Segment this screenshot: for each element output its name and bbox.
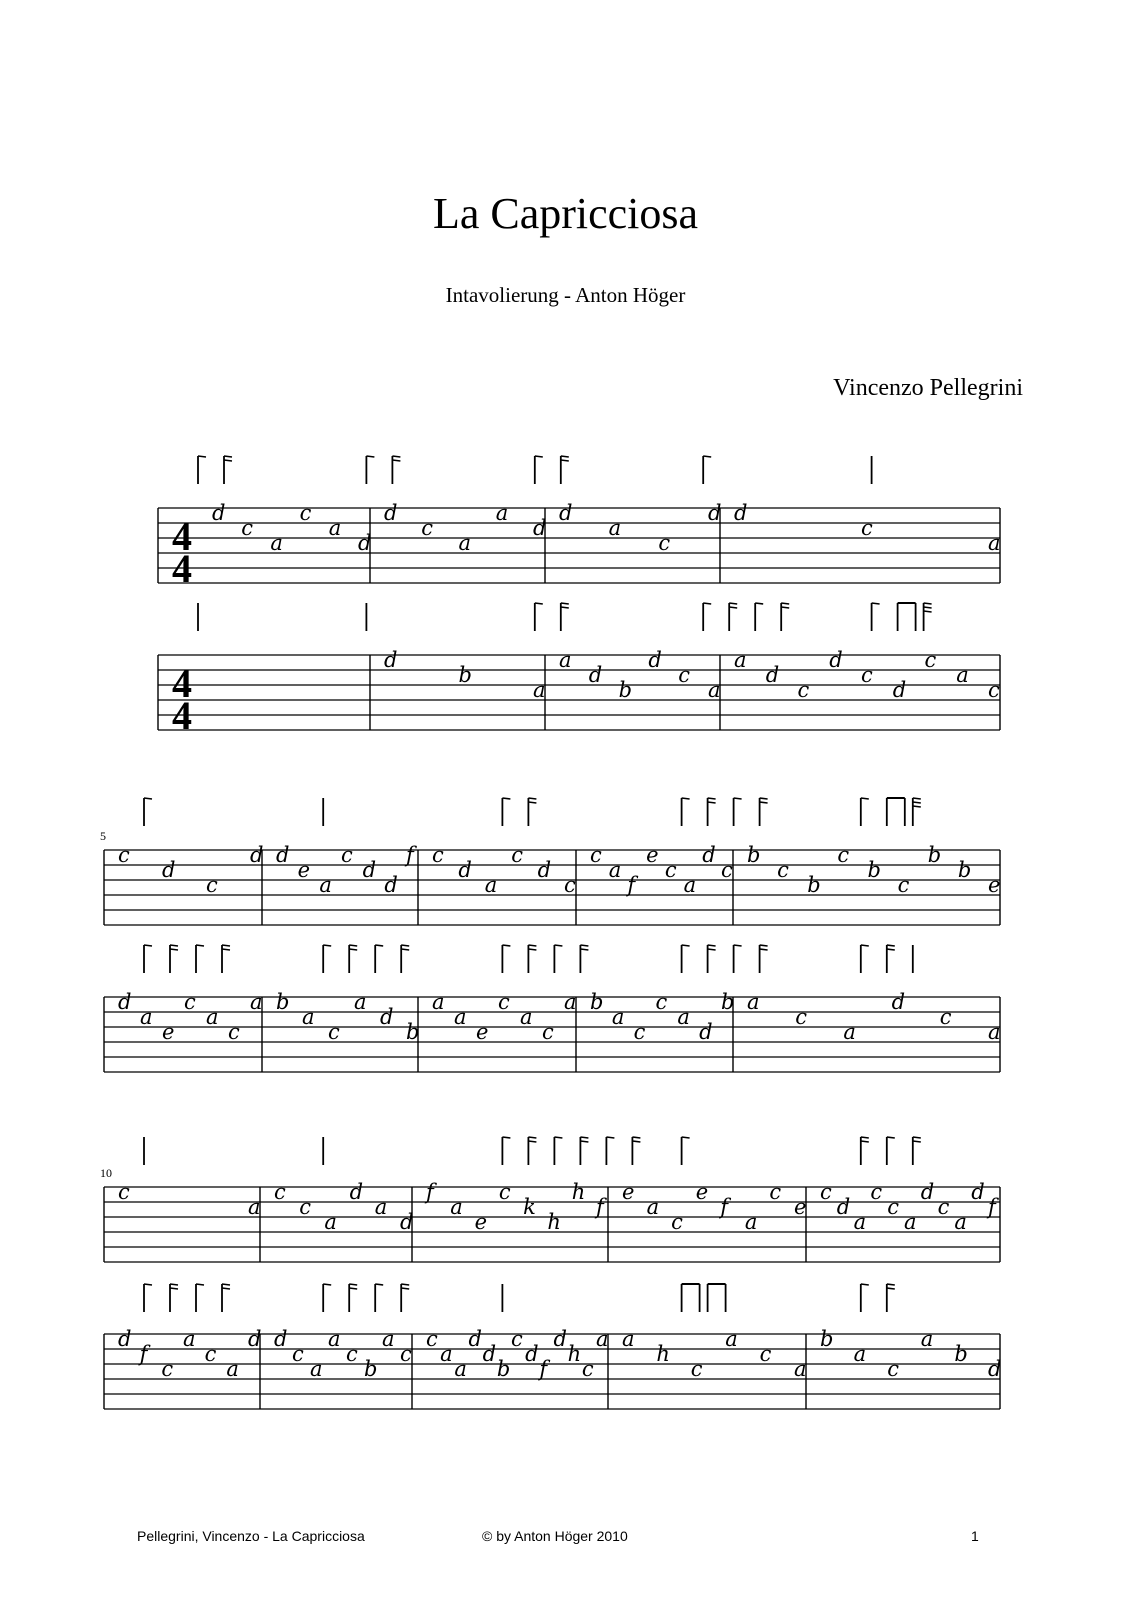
rhythm-flag bbox=[349, 949, 357, 950]
tab-letter: f bbox=[988, 1195, 996, 1219]
rhythm-flag bbox=[502, 945, 510, 946]
tab-letter: d bbox=[648, 648, 662, 672]
tab-letter: b bbox=[721, 990, 735, 1014]
measure-number: 10 bbox=[100, 1166, 112, 1180]
tab-letter: c bbox=[426, 1327, 438, 1351]
tab-letter: c bbox=[564, 873, 576, 897]
rhythm-flag bbox=[708, 949, 716, 950]
tab-letter: d bbox=[588, 663, 603, 687]
rhythm-flag bbox=[887, 949, 895, 950]
tab-letter: c bbox=[118, 1180, 130, 1204]
tab-letter: d bbox=[836, 1195, 851, 1219]
tab-letter: c bbox=[795, 1005, 807, 1029]
rhythm-flag bbox=[144, 945, 152, 946]
tab-letter: a bbox=[328, 516, 342, 540]
tab-letter: a bbox=[646, 1195, 660, 1219]
tab-letter: a bbox=[328, 1327, 341, 1351]
tab-letter: d bbox=[384, 501, 398, 525]
rhythm-flag bbox=[222, 949, 230, 950]
tab-letter: a bbox=[564, 990, 577, 1014]
tab-letter: c bbox=[721, 858, 733, 882]
tab-letter: b bbox=[957, 858, 972, 882]
rhythm-flag bbox=[144, 1284, 152, 1285]
rhythm-flag bbox=[760, 802, 768, 803]
tab-letter: d bbox=[118, 1327, 132, 1351]
rhythm-flag bbox=[222, 1284, 230, 1285]
tab-letter: e bbox=[794, 1195, 807, 1219]
tab-letter: c bbox=[678, 663, 690, 687]
rhythm-flag bbox=[708, 945, 716, 946]
tab-letter: a bbox=[454, 1357, 467, 1381]
tab-letter: d bbox=[384, 873, 398, 897]
tab-letter: a bbox=[744, 1210, 758, 1234]
rhythm-flag bbox=[682, 798, 690, 799]
tab-letter: c bbox=[939, 1005, 952, 1029]
tab-letter: a bbox=[622, 1327, 635, 1351]
tab-letter: a bbox=[988, 531, 1001, 555]
rhythm-flag bbox=[861, 1141, 869, 1142]
tab-letter: c bbox=[400, 1342, 412, 1366]
tab-letter: e bbox=[622, 1180, 635, 1204]
tab-letter: a bbox=[904, 1210, 917, 1234]
tab-letter: a bbox=[520, 1005, 533, 1029]
tab-letter: d bbox=[162, 858, 176, 882]
piece-title: La Capricciosa bbox=[432, 189, 699, 238]
tab-letter: d bbox=[559, 501, 573, 525]
tab-letter: e bbox=[695, 1180, 709, 1204]
tab-letter: a bbox=[956, 663, 969, 687]
composer-name: Vincenzo Pellegrini bbox=[833, 375, 1023, 401]
tab-letter: b bbox=[867, 858, 881, 882]
tab-letter: d bbox=[384, 648, 398, 672]
tab-letter: d bbox=[533, 516, 547, 540]
tab-letter: b bbox=[820, 1327, 834, 1351]
rhythm-flag bbox=[375, 945, 383, 946]
rhythm-flag bbox=[375, 1284, 383, 1285]
rhythm-flag bbox=[349, 1284, 357, 1285]
rhythm-flag bbox=[708, 798, 716, 799]
tab-letter: e bbox=[988, 873, 1001, 897]
tab-letter: d bbox=[537, 858, 552, 882]
rhythm-flag bbox=[887, 945, 895, 946]
rhythm-flag bbox=[535, 603, 543, 604]
tab-letter: a bbox=[354, 990, 367, 1014]
tab-letter: a bbox=[183, 1327, 196, 1351]
rhythm-flag bbox=[561, 456, 569, 457]
tab-letter: c bbox=[759, 1342, 772, 1366]
rhythm-flag bbox=[349, 945, 357, 946]
tab-letter: a bbox=[677, 1005, 690, 1029]
tab-letter: c bbox=[590, 843, 602, 867]
rhythm-flag bbox=[924, 611, 932, 612]
tab-letter: c bbox=[887, 1195, 899, 1219]
rhythm-flag bbox=[222, 1288, 230, 1289]
tab-letter: c bbox=[837, 843, 850, 867]
rhythm-flag bbox=[861, 945, 869, 946]
tab-letter: d bbox=[118, 990, 132, 1014]
tab-letter: a bbox=[683, 873, 697, 897]
tab-letter: a bbox=[608, 858, 622, 882]
tab-letter: b bbox=[458, 663, 472, 687]
tab-letter: e bbox=[297, 858, 311, 882]
rhythm-flag bbox=[366, 456, 374, 457]
arrangement-credit: Intavolierung - Anton Höger bbox=[445, 283, 686, 307]
tab-letter: c bbox=[118, 843, 130, 867]
tab-letter: c bbox=[671, 1210, 683, 1234]
tab-letter: d bbox=[468, 1327, 482, 1351]
tab-letter: d bbox=[971, 1180, 985, 1204]
tab-letter: c bbox=[299, 1195, 311, 1219]
rhythm-flag bbox=[528, 802, 536, 803]
tab-letter: c bbox=[581, 1357, 594, 1381]
tab-letter: f bbox=[720, 1195, 729, 1219]
tab-letter: a bbox=[450, 1195, 463, 1219]
tab-letter: f bbox=[627, 873, 636, 897]
tab-letter: c bbox=[655, 990, 668, 1014]
tab-letter: c bbox=[498, 1180, 511, 1204]
tab-letter: c bbox=[924, 648, 937, 672]
tab-letter: a bbox=[794, 1357, 807, 1381]
time-signature-top: 4 bbox=[172, 661, 192, 706]
rhythm-flag bbox=[887, 1284, 895, 1285]
rhythm-flag bbox=[913, 1137, 921, 1138]
tab-letter: d bbox=[525, 1342, 539, 1366]
tab-letter: a bbox=[611, 1005, 625, 1029]
tab-letter: a bbox=[708, 678, 721, 702]
tab-letter: d bbox=[734, 501, 748, 525]
rhythm-flag bbox=[913, 802, 921, 803]
time-signature-top: 4 bbox=[172, 514, 192, 559]
tab-letter: d bbox=[829, 648, 843, 672]
rhythm-flag bbox=[781, 603, 789, 604]
tab-letter: c bbox=[346, 1342, 358, 1366]
tab-letter: f bbox=[139, 1342, 148, 1366]
tab-letter: b bbox=[496, 1357, 511, 1381]
tab-letter: c bbox=[777, 858, 789, 882]
rhythm-flag bbox=[729, 603, 737, 604]
tab-letter: b bbox=[406, 1020, 420, 1044]
rhythm-flag bbox=[392, 460, 400, 461]
time-signature-bottom: 4 bbox=[172, 546, 192, 591]
tab-letter: a bbox=[310, 1357, 323, 1381]
rhythm-flag bbox=[323, 945, 331, 946]
rhythm-flag bbox=[703, 456, 711, 457]
tab-letter: f bbox=[596, 1195, 604, 1219]
tab-letter: c bbox=[498, 990, 510, 1014]
tab-letter: d bbox=[250, 843, 264, 867]
tab-letter: d bbox=[212, 501, 226, 525]
tab-letter: d bbox=[380, 1005, 394, 1029]
rhythm-flag bbox=[861, 1284, 869, 1285]
rhythm-flag bbox=[401, 945, 409, 946]
time-signature-bottom: 4 bbox=[172, 693, 192, 738]
tab-letter: d bbox=[892, 678, 907, 702]
footer-page-number: 1 bbox=[971, 1528, 979, 1544]
tab-letter: c bbox=[292, 1342, 304, 1366]
rhythm-flag bbox=[760, 798, 768, 799]
tab-letter: c bbox=[274, 1180, 286, 1204]
tab-letter: d bbox=[553, 1327, 567, 1351]
tab-letter: c bbox=[421, 516, 434, 540]
rhythm-flag bbox=[528, 798, 536, 799]
tab-letter: c bbox=[432, 843, 444, 867]
rhythm-flag bbox=[502, 798, 510, 799]
tab-letter: c bbox=[228, 1020, 240, 1044]
tab-letter: d bbox=[708, 501, 722, 525]
rhythm-flag bbox=[872, 603, 880, 604]
rhythm-flag bbox=[734, 945, 742, 946]
footer-piece-name: Pellegrini, Vincenzo - La Capricciosa bbox=[137, 1528, 365, 1544]
tab-letter: c bbox=[542, 1020, 554, 1044]
tab-letter: c bbox=[937, 1195, 950, 1219]
tab-letter: a bbox=[226, 1357, 239, 1381]
rhythm-flag bbox=[861, 1137, 869, 1138]
tab-letter: f bbox=[539, 1357, 548, 1381]
rhythm-flag bbox=[760, 949, 768, 950]
tab-letter: a bbox=[432, 990, 445, 1014]
rhythm-flag bbox=[224, 456, 232, 457]
tab-letter: d bbox=[920, 1180, 935, 1204]
measure-number: 5 bbox=[100, 829, 106, 843]
rhythm-flag bbox=[196, 1284, 204, 1285]
rhythm-flag bbox=[528, 945, 536, 946]
rhythm-flag bbox=[580, 1137, 588, 1138]
rhythm-flag bbox=[528, 949, 536, 950]
tab-letter: e bbox=[162, 1020, 175, 1044]
rhythm-flag bbox=[734, 798, 742, 799]
rhythm-flag bbox=[632, 1141, 640, 1142]
tab-letter: h bbox=[571, 1180, 586, 1204]
rhythm-flag bbox=[144, 798, 152, 799]
tab-letter: c bbox=[206, 873, 218, 897]
tab-letter: d bbox=[765, 663, 780, 687]
tab-letter: d bbox=[248, 1327, 262, 1351]
tab-letter: a bbox=[324, 1210, 337, 1234]
tab-letter: d bbox=[699, 1020, 713, 1044]
tab-letter: b bbox=[364, 1357, 378, 1381]
tab-letter: c bbox=[658, 531, 671, 555]
rhythm-flag bbox=[913, 806, 921, 807]
rhythm-flag bbox=[554, 945, 562, 946]
tab-letter: c bbox=[820, 1180, 832, 1204]
rhythm-flag bbox=[682, 1137, 690, 1138]
rhythm-flag bbox=[887, 1288, 895, 1289]
tab-letter: a bbox=[920, 1327, 934, 1351]
tab-letter: d bbox=[702, 843, 716, 867]
rhythm-flag bbox=[561, 603, 569, 604]
tab-letter: a bbox=[440, 1342, 453, 1366]
footer-copyright: © by Anton Höger 2010 bbox=[482, 1528, 628, 1544]
tab-letter: c bbox=[184, 990, 196, 1014]
rhythm-flag bbox=[170, 1284, 178, 1285]
tab-letter: d bbox=[458, 858, 472, 882]
rhythm-flag bbox=[401, 1288, 409, 1289]
tab-letter: b bbox=[927, 843, 942, 867]
rhythm-flag bbox=[580, 1141, 588, 1142]
tab-letter: d bbox=[482, 1342, 497, 1366]
tab-letter: c bbox=[861, 516, 873, 540]
rhythm-flag bbox=[729, 607, 737, 608]
tab-letter: a bbox=[140, 1005, 153, 1029]
tab-letter: f bbox=[426, 1180, 434, 1204]
rhythm-flag bbox=[528, 1137, 536, 1138]
rhythm-flag bbox=[224, 460, 232, 461]
tab-letter: a bbox=[954, 1210, 967, 1234]
tab-letter: a bbox=[843, 1020, 856, 1044]
tab-letter: a bbox=[725, 1327, 738, 1351]
rhythm-flag bbox=[708, 802, 716, 803]
tab-letter: h bbox=[567, 1342, 582, 1366]
tab-letter: c bbox=[664, 858, 677, 882]
tab-letter: a bbox=[747, 990, 760, 1014]
tab-letter: c bbox=[299, 501, 312, 525]
tab-letter: c bbox=[690, 1357, 703, 1381]
tab-letter: d bbox=[891, 990, 906, 1014]
tab-letter: h bbox=[547, 1210, 561, 1234]
rhythm-flag bbox=[632, 1137, 640, 1138]
rhythm-flag bbox=[401, 1284, 409, 1285]
rhythm-flag bbox=[554, 1137, 562, 1138]
rhythm-flag bbox=[913, 1141, 921, 1142]
tab-letter: c bbox=[769, 1180, 782, 1204]
tab-letter: a bbox=[853, 1210, 867, 1234]
rhythm-flag bbox=[755, 603, 763, 604]
tab-letter: c bbox=[633, 1020, 646, 1044]
tab-letter: d bbox=[274, 1327, 288, 1351]
rhythm-flag bbox=[561, 607, 569, 608]
rhythm-flag bbox=[502, 1137, 510, 1138]
tab-letter: a bbox=[484, 873, 498, 897]
tab-letter: c bbox=[241, 516, 253, 540]
tab-letter: a bbox=[853, 1342, 867, 1366]
rhythm-flag bbox=[703, 603, 711, 604]
tab-letter: c bbox=[861, 663, 873, 687]
tab-letter: e bbox=[646, 843, 659, 867]
tab-letter: c bbox=[341, 843, 353, 867]
tab-letter: h bbox=[656, 1342, 670, 1366]
tab-letter: b bbox=[618, 678, 633, 702]
tab-letter: e bbox=[474, 1210, 488, 1234]
tab-letter: b bbox=[276, 990, 290, 1014]
tab-letter: d bbox=[358, 531, 372, 555]
rhythm-flag bbox=[392, 456, 400, 457]
rhythm-flag bbox=[781, 607, 789, 608]
tab-letter: d bbox=[988, 1357, 1002, 1381]
tab-letter: e bbox=[476, 1020, 489, 1044]
tab-letter: a bbox=[250, 990, 263, 1014]
rhythm-flag bbox=[198, 456, 206, 457]
tab-letter: c bbox=[204, 1342, 217, 1366]
rhythm-flag bbox=[887, 1137, 895, 1138]
tab-letter: a bbox=[734, 648, 747, 672]
tab-letter: c bbox=[161, 1357, 174, 1381]
tab-letter: b bbox=[954, 1342, 968, 1366]
tab-letter: a bbox=[454, 1005, 467, 1029]
rhythm-flag bbox=[170, 945, 178, 946]
tab-letter: d bbox=[276, 843, 290, 867]
rhythm-flag bbox=[170, 949, 178, 950]
rhythm-flag bbox=[561, 460, 569, 461]
rhythm-flag bbox=[924, 603, 932, 604]
tab-letter: a bbox=[608, 516, 622, 540]
tab-letter: b bbox=[747, 843, 761, 867]
rhythm-flag bbox=[222, 945, 230, 946]
tab-letter: c bbox=[511, 843, 523, 867]
rhythm-flag bbox=[682, 945, 690, 946]
rhythm-flag bbox=[323, 1284, 331, 1285]
rhythm-flag bbox=[580, 949, 588, 950]
rhythm-flag bbox=[535, 456, 543, 457]
tab-letter: a bbox=[270, 531, 283, 555]
rhythm-flag bbox=[401, 949, 409, 950]
tab-letter: a bbox=[319, 873, 332, 897]
rhythm-flag bbox=[913, 798, 921, 799]
rhythm-flag bbox=[861, 798, 869, 799]
tab-letter: d bbox=[362, 858, 377, 882]
tab-letter: c bbox=[870, 1180, 883, 1204]
tab-letter: a bbox=[495, 501, 509, 525]
rhythm-flag bbox=[924, 607, 932, 608]
tab-letter: a bbox=[559, 648, 572, 672]
tab-letter: a bbox=[458, 531, 472, 555]
rhythm-flag bbox=[196, 945, 204, 946]
tab-letter: a bbox=[988, 1020, 1001, 1044]
tab-letter: c bbox=[511, 1327, 523, 1351]
tab-letter: a bbox=[382, 1327, 395, 1351]
tab-letter: a bbox=[374, 1195, 388, 1219]
tab-letter: c bbox=[897, 873, 910, 897]
tab-letter: a bbox=[596, 1327, 609, 1351]
tab-letter: c bbox=[797, 678, 810, 702]
rhythm-flag bbox=[349, 1288, 357, 1289]
tab-letter: a bbox=[533, 678, 546, 702]
rhythm-flag bbox=[170, 1288, 178, 1289]
tab-letter: b bbox=[590, 990, 604, 1014]
tab-letter: b bbox=[807, 873, 821, 897]
tab-letter: a bbox=[206, 1005, 219, 1029]
tab-letter: c bbox=[887, 1357, 899, 1381]
tab-letter: f bbox=[406, 843, 414, 867]
tab-letter: d bbox=[400, 1210, 414, 1234]
rhythm-flag bbox=[580, 945, 588, 946]
rhythm-flag bbox=[760, 945, 768, 946]
tab-letter: a bbox=[248, 1195, 261, 1219]
tab-letter: a bbox=[302, 1005, 315, 1029]
tab-letter: c bbox=[988, 678, 1000, 702]
tab-letter: d bbox=[349, 1180, 364, 1204]
tab-letter: c bbox=[328, 1020, 340, 1044]
tab-letter: k bbox=[523, 1195, 536, 1219]
rhythm-flag bbox=[606, 1137, 614, 1138]
rhythm-flag bbox=[528, 1141, 536, 1142]
